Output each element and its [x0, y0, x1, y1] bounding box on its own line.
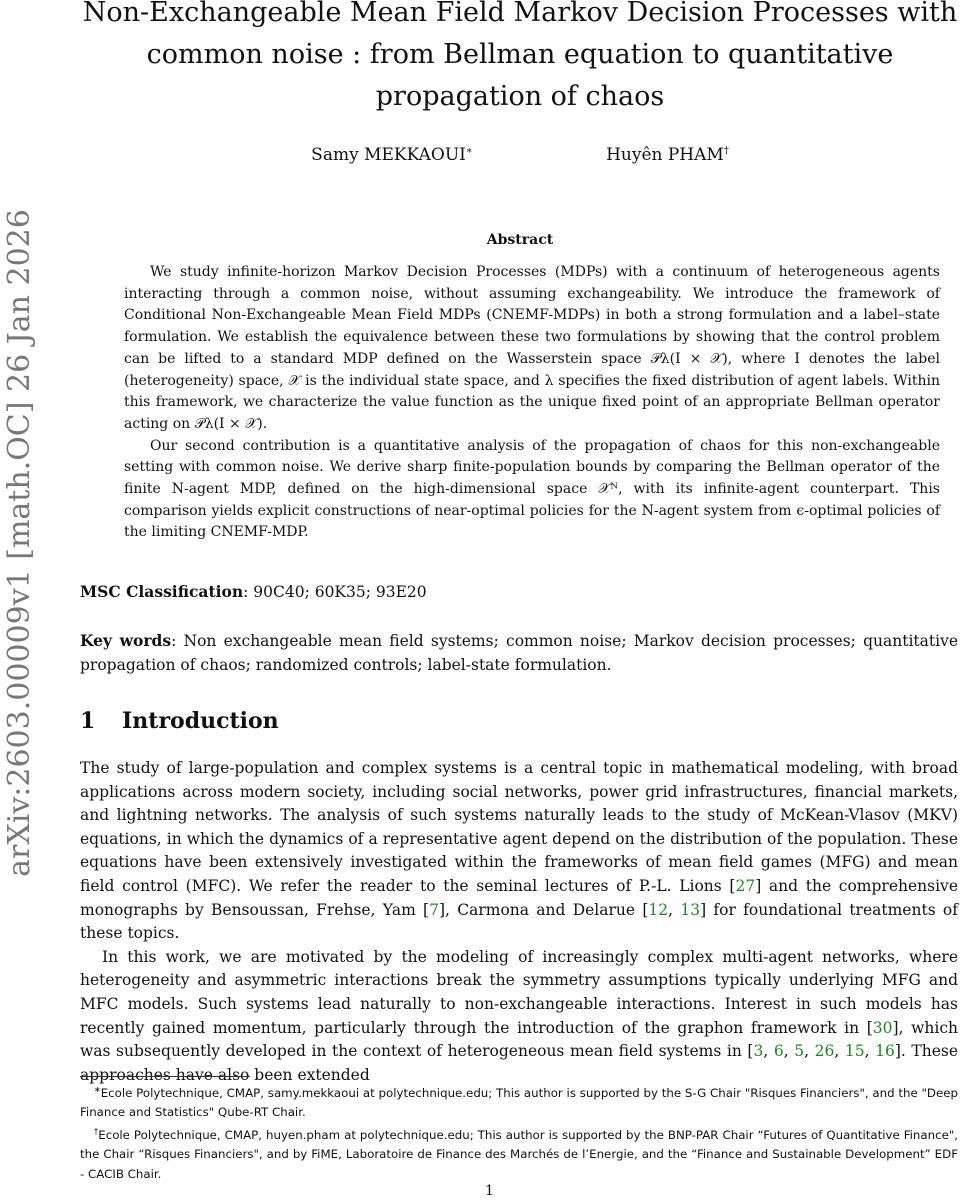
citation-link[interactable]: 13: [680, 900, 701, 919]
footnotes: [80, 1080, 958, 1184]
section-heading: [80, 708, 279, 734]
author-1: Samy MEKKAOUI∗: [311, 145, 473, 165]
msc-label: MSC Classification: [80, 582, 244, 601]
abstract-paragraph: Our second contribution is a quantitative analysis of the propagation of chaos for this non-exchangeable setting with common noise. We derive sharp finite-population bounds by comparing the Bellman operator of the finite N-agent MDP, defined on the high-dimensional space 𝒳ᴺ, with its infinite-agent counterpart. This comparison yields explicit constructions of near-optimal policies for the N-agent system from ϵ-optimal policies of the limiting CNEMF-MDP.: [124, 437, 940, 541]
intro-paragraph: In this work, we are motivated by the modeling of increasingly complex multi-agent networks, where heterogeneity and asymmetric interactions break the symmetry assumptions typically underlying MFG and MFC models. Such systems lead naturally to non-exchangeable interactions. Interest in such models has recently gained momentum, particularly through the introduction of the graphon framework in [30], which was subsequently developed in the context of heterogeneous mean field systems in [3, 6, 5, 26, 15, 16]. These approaches have also been extended: [80, 947, 959, 1084]
footnote-marker: ∗: [465, 145, 473, 157]
msc-codes: : 90C40; 60K35; 93E20: [243, 583, 427, 601]
footnote: †Ecole Polytechnique, CMAP, huyen.pham at polytechnique.edu; This author is supported by the BNP-PAR Chair “Futures of Quantitative Finance", the Chair “Risques Financiers", and by FiME, Laboratoire de Finance des Marchés de l’Energie, and the “Finance and Sustainable Development” EDF - CACIB Chair.: [80, 1127, 959, 1181]
citation-link[interactable]: 5: [794, 1042, 805, 1061]
footnote-marker: †: [723, 145, 729, 157]
keywords-label: Key words: [80, 631, 172, 650]
keywords: [80, 629, 958, 677]
keywords-list: : Non exchangeable mean field systems; common noise; Markov decision processes; quantitative propagation of chaos; randomized controls; label-state formulation.: [80, 632, 958, 674]
paper-title: Non-Exchangeable Mean Field Markov Decision Processes with common noise : from Bellman equation to quantitative propagation of chaos: [82, 0, 958, 112]
section-number: 1: [80, 708, 96, 734]
introduction-body: [80, 757, 958, 1087]
citation-link[interactable]: 27: [735, 876, 756, 895]
citation-link[interactable]: 15: [844, 1042, 865, 1061]
citation-link[interactable]: 7: [429, 900, 439, 919]
author-list: [80, 145, 960, 165]
author-2: Huyên PHAM†: [606, 145, 729, 165]
citation-link[interactable]: 26: [814, 1042, 835, 1061]
arxiv-identifier: arXiv:2603.00009v1 [math.OC] 26 Jan 2026: [2, 209, 37, 877]
citation-link[interactable]: 3: [753, 1042, 764, 1061]
page-number: 1: [485, 1183, 494, 1199]
footnote: ∗Ecole Polytechnique, CMAP, samy.mekkaoui at polytechnique.edu; This author is supported by the S-G Chair "Risques Financiers", and the "Deep Finance and Statistics" Qube-RT Chair.: [80, 1085, 958, 1120]
footnote-marker: ∗: [94, 1085, 101, 1094]
citation-link[interactable]: 30: [872, 1018, 893, 1037]
footnote-divider: [80, 1076, 250, 1077]
footnote-marker: †: [94, 1127, 99, 1137]
abstract-heading: Abstract: [486, 232, 554, 248]
intro-paragraph: The study of large-population and complex systems is a central topic in mathematical modeling, with broad applications across modern society, including social networks, power grid infrastructures, financial markets, and lightning networks. The analysis of such systems naturally leads to the study of McKean-Vlasov (MKV) equations, in which the dynamics of a representative agent depend on the distribution of the population. These equations have been extensively investigated within the frameworks of mean field games (MFG) and mean field control (MFC). We refer the reader to the seminal lectures of P.-L. Lions [27] and the comprehensive monographs by Bensoussan, Frehse, Yam [7], Carmona and Delarue [12, 13] for foundational treatments of these topics.: [80, 759, 958, 943]
abstract-paragraph: We study infinite-horizon Markov Decision Processes (MDPs) with a continuum of heterogeneous agents interacting through a common noise, without assuming exchangeability. We introduce the framework of Conditional Non-Exchangeable Mean Field MDPs (CNEMF-MDPs) in both a strong formulation and a label–state formulation. We establish the equivalence between these two formulations by showing that the control problem can be lifted to a standard MDP defined on the Wasserstein space 𝒫λ(I × 𝒳), where I denotes the label (heterogeneity) space, 𝒳 is the individual state space, and λ specifies the fixed distribution of agent labels. Within this framework, we characterize the value function as the unique fixed point of an appropriate Bellman operator acting on 𝒫λ(I × 𝒳).: [124, 264, 940, 432]
citation-link[interactable]: 12: [648, 900, 669, 919]
msc-classification: [80, 580, 958, 604]
citation-link[interactable]: 16: [875, 1042, 895, 1061]
section-title: Introduction: [122, 708, 279, 734]
abstract-body: [124, 262, 940, 544]
citation-link[interactable]: 6: [773, 1042, 784, 1061]
